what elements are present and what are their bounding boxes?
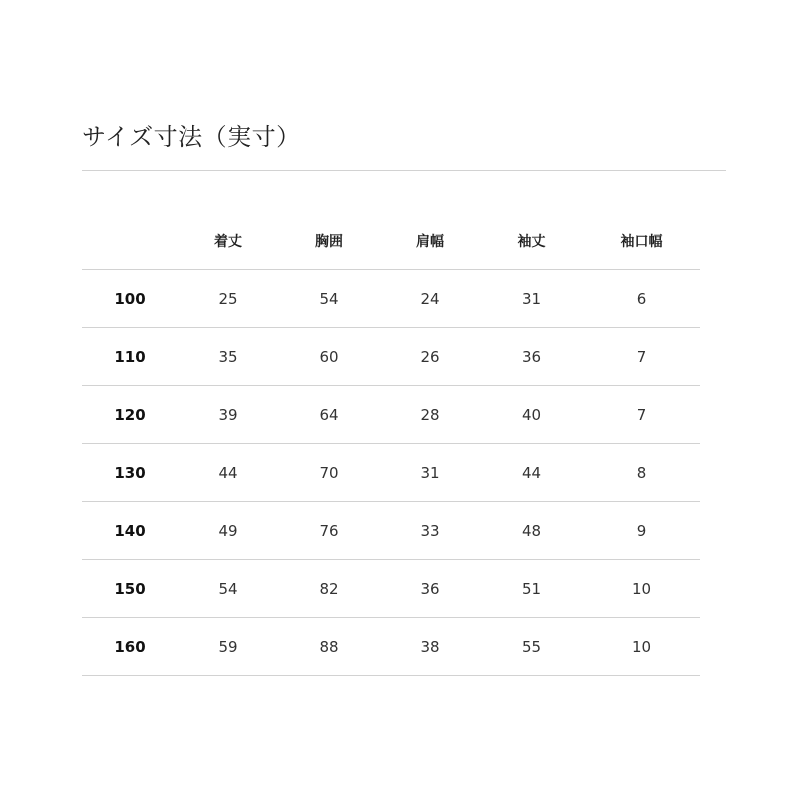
table-cell: 54 bbox=[278, 270, 380, 328]
header-cuff: 袖口幅 bbox=[583, 212, 700, 270]
table-cell: 33 bbox=[380, 502, 480, 560]
table-cell: 7 bbox=[583, 328, 700, 386]
table-cell: 55 bbox=[480, 618, 583, 676]
table-cell: 35 bbox=[178, 328, 278, 386]
header-length: 着丈 bbox=[178, 212, 278, 270]
table-cell: 44 bbox=[178, 444, 278, 502]
table-row bbox=[82, 328, 700, 386]
table-cell: 60 bbox=[278, 328, 380, 386]
header-chest: 胸囲 bbox=[278, 212, 380, 270]
size-cell: 160 bbox=[82, 618, 178, 676]
table-cell: 6 bbox=[583, 270, 700, 328]
table-cell: 26 bbox=[380, 328, 480, 386]
table-cell: 8 bbox=[583, 444, 700, 502]
header-shoulder: 肩幅 bbox=[380, 212, 480, 270]
table-cell: 7 bbox=[583, 386, 700, 444]
table-cell: 31 bbox=[380, 444, 480, 502]
table-row bbox=[82, 502, 700, 560]
table-cell: 70 bbox=[278, 444, 380, 502]
table-cell: 59 bbox=[178, 618, 278, 676]
table-cell: 54 bbox=[178, 560, 278, 618]
table-row bbox=[82, 270, 700, 328]
table-header bbox=[82, 212, 700, 270]
size-cell: 110 bbox=[82, 328, 178, 386]
table-cell: 24 bbox=[380, 270, 480, 328]
table-cell: 82 bbox=[278, 560, 380, 618]
header-size bbox=[82, 212, 178, 270]
table-row bbox=[82, 560, 700, 618]
size-cell: 100 bbox=[82, 270, 178, 328]
table-cell: 38 bbox=[380, 618, 480, 676]
title-divider bbox=[82, 170, 726, 171]
table-cell: 10 bbox=[583, 618, 700, 676]
page-title: サイズ寸法（実寸） bbox=[82, 123, 301, 151]
table-cell: 36 bbox=[380, 560, 480, 618]
size-cell: 150 bbox=[82, 560, 178, 618]
table-row bbox=[82, 386, 700, 444]
size-table bbox=[82, 212, 700, 676]
table-cell: 44 bbox=[480, 444, 583, 502]
table-cell: 88 bbox=[278, 618, 380, 676]
table-cell: 28 bbox=[380, 386, 480, 444]
table-cell: 64 bbox=[278, 386, 380, 444]
size-cell: 120 bbox=[82, 386, 178, 444]
header-sleeve: 袖丈 bbox=[480, 212, 583, 270]
table-cell: 31 bbox=[480, 270, 583, 328]
table-cell: 76 bbox=[278, 502, 380, 560]
size-cell: 130 bbox=[82, 444, 178, 502]
table-cell: 36 bbox=[480, 328, 583, 386]
table-row bbox=[82, 618, 700, 676]
table-cell: 39 bbox=[178, 386, 278, 444]
table-cell: 51 bbox=[480, 560, 583, 618]
table-cell: 40 bbox=[480, 386, 583, 444]
size-cell: 140 bbox=[82, 502, 178, 560]
table-cell: 10 bbox=[583, 560, 700, 618]
table-cell: 48 bbox=[480, 502, 583, 560]
table-cell: 25 bbox=[178, 270, 278, 328]
header-row bbox=[82, 212, 700, 270]
table-cell: 49 bbox=[178, 502, 278, 560]
table-body bbox=[82, 270, 700, 676]
table-row bbox=[82, 444, 700, 502]
table-cell: 9 bbox=[583, 502, 700, 560]
